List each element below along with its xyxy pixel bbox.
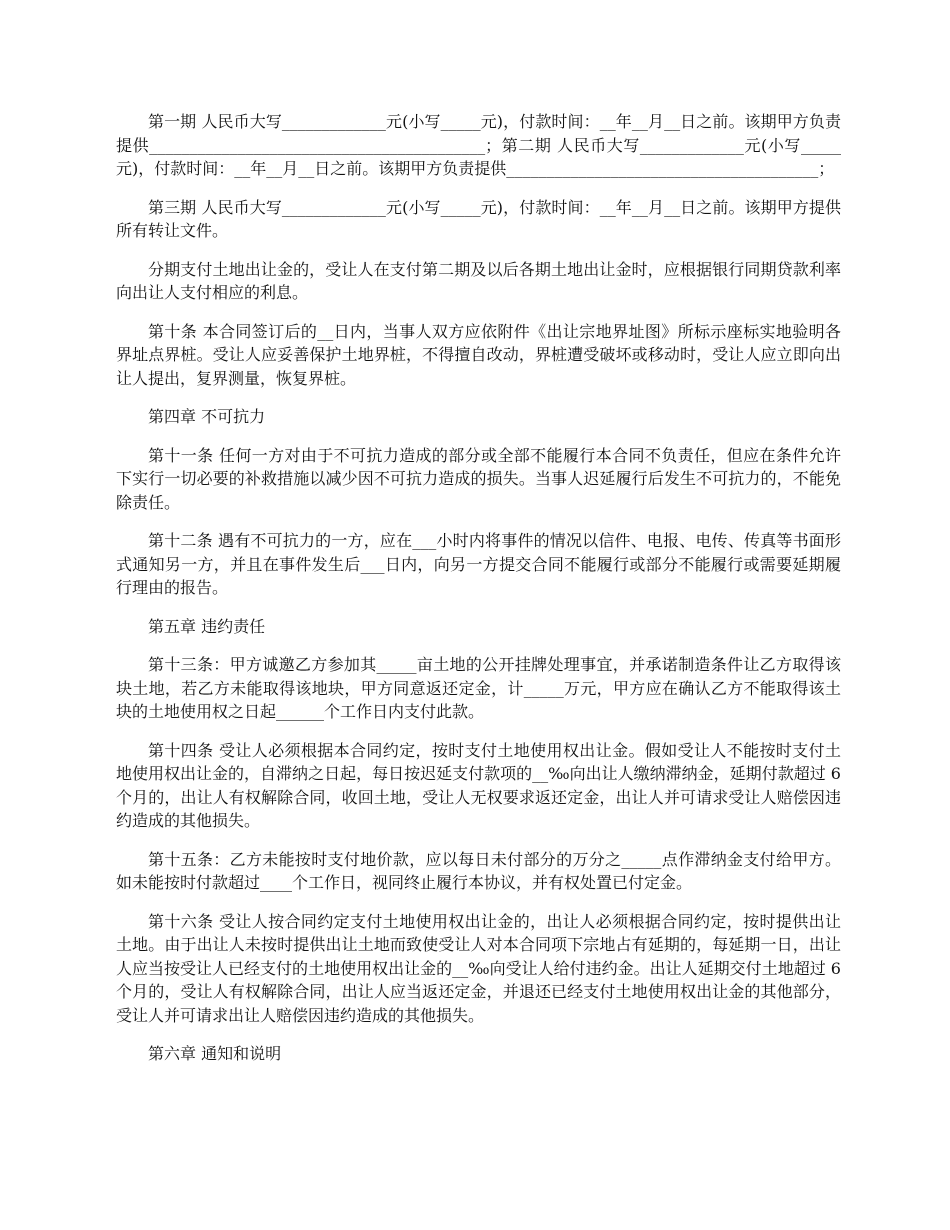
paragraph-article-14: 第十四条 受让人必须根据本合同约定，按时支付土地使用权出让金。假如受让人不能按时支付土地使用权出让金的，自滞纳之日起，每日按迟延支付款项的__‰向出让人缴纳滞纳金，延期付款超过 6 个月的，出让人有权解除合同，收回土地，受让人无权要求返还定金，出让人并可请求受让人赔偿因违约造成的其他损失。	[116, 740, 841, 830]
chapter-5-heading: 第五章 违约责任	[148, 616, 266, 636]
paragraph-interest: 分期支付土地出让金的，受让人在支付第二期及以后各期土地出让金时，应根据银行同期贷款利率向出让人支付相应的利息。	[116, 259, 841, 302]
paragraph-article-13: 第十三条：甲方诚邀乙方参加其_____亩土地的公开挂牌处理事宜，并承诺制造条件让乙方取得该块土地，若乙方未能取得该地块，甲方同意返还定金，计_____万元，甲方应在确认乙方不能取得该土块的土地使用权之日起______个工作日内支付此款。	[116, 655, 841, 721]
document-page	[116, 110, 841, 1081]
paragraph-article-15: 第十五条：乙方未能按时支付地价款，应以每日未付部分的万分之_____点作滞纳金支付给甲方。如未能按时付款超过____个工作日，视同终止履行本协议，并有权处置已付定金。	[116, 849, 841, 892]
paragraph-installment-3: 第三期 人民币大写_____________元(小写_____元)，付款时间：__年__月__日之前。该期甲方提供所有转让文件。	[116, 197, 841, 240]
paragraph-article-12: 第十二条 遇有不可抗力的一方，应在___小时内将事件的情况以信件、电报、电传、传真等书面形式通知另一方，并且在事件发生后___日内，向另一方提交合同不能履行或部分不能履行或需要延期履行理由的报告。	[116, 531, 841, 597]
chapter-4-heading: 第四章 不可抗力	[148, 407, 266, 426]
paragraph-article-16: 第十六条 受让人按合同约定支付土地使用权出让金的，出让人必须根据合同约定，按时提供出让土地。由于出让人未按时提供出让土地而致使受让人对本合同项下宗地占有延期的，每延期一日，出让人应当按受让人已经支付的土地使用权出让金的__‰向受让人给付违约金。出让人延期交付土地超过 6 个月的，受让人有权解除合同，出让人应当返还定金，并退还已经支付土地使用权出让金的其他部分，受让人并可请求出让人赔偿因违约造成的其他损失。	[116, 911, 841, 1025]
paragraph-article-11: 第十一条 任何一方对由于不可抗力造成的部分或全部不能履行本合同不负责任，但应在条件允许下实行一切必要的补救措施以减少因不可抗力造成的损失。当事人迟延履行后发生不可抗力的，不能免除责任。	[116, 445, 841, 512]
paragraph-article-10: 第十条 本合同签订后的__日内，当事人双方应依附件《出让宗地界址图》所标示座标实地验明各界址点界桩。受让人应妥善保护土地界桩，不得擅自改动，界桩遭受破坏或移动时，受让人应立即向出让人提出，复界测量，恢复界桩。	[116, 321, 841, 388]
chapter-6-heading: 第六章 通知和说明	[148, 1044, 282, 1063]
paragraph-installment-1-2: 第一期 人民币大写_____________元(小写_____元)，付款时间：__年__月__日之前。该期甲方负责提供__________________________________________；第二期 人民币大写_____________元(小写_____元)，付款时间：__年__月__日之前。该期甲方负责提供_______________________________________；	[116, 112, 841, 178]
